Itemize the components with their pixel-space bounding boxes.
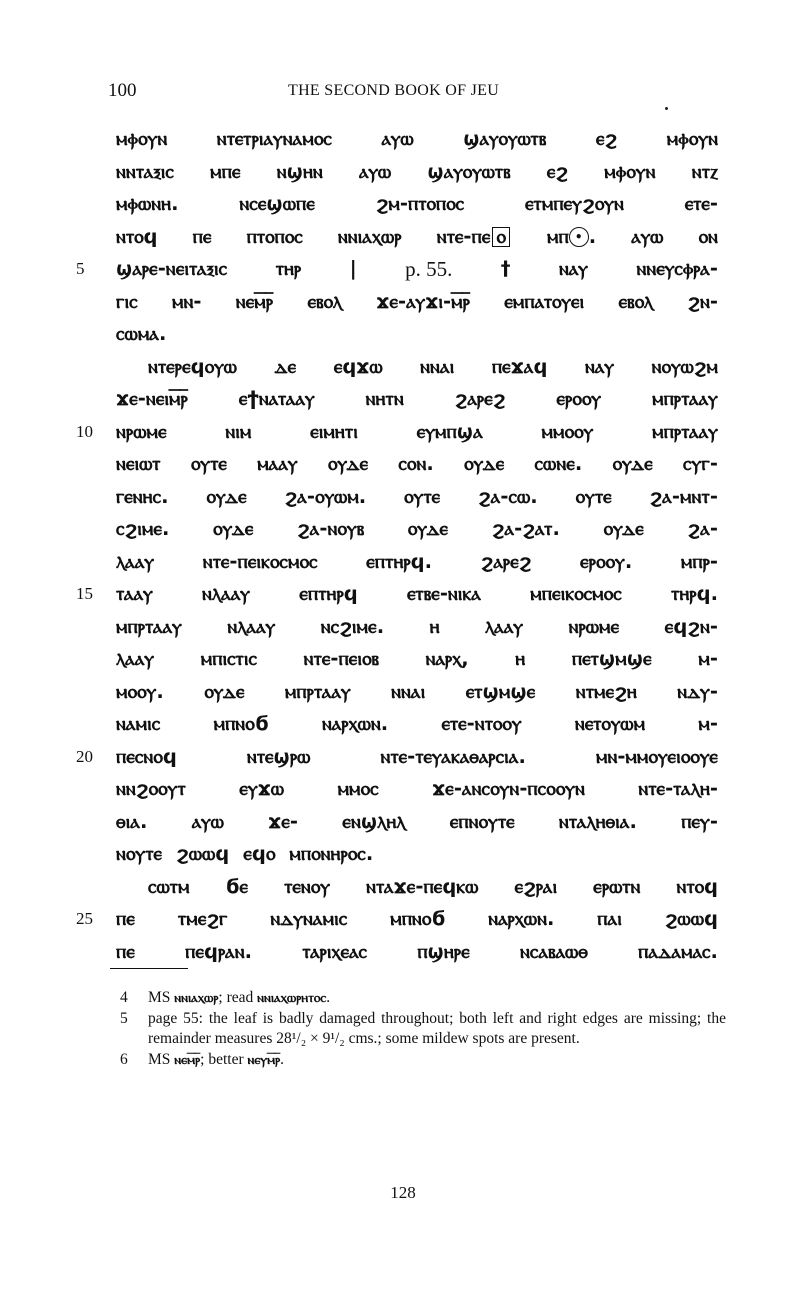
word: ⲙⲡⲣⲧⲁⲁⲩ [284,679,351,703]
footnote-text: . [280,1050,285,1068]
word: ⲛⲣⲱⲙⲉ [116,419,167,443]
word: ⲛⲉⲧⲟⲩⲱⲙ [574,712,646,735]
footnote-text: MS [148,1050,175,1068]
text-line [116,286,718,319]
word: ⲁⲩⲱ [191,809,224,833]
word: ⲟⲩⲇⲉ [327,452,369,475]
word: ⲡϣⲏⲣⲉ [417,939,470,963]
text-line [76,578,718,611]
text-line [116,546,718,579]
word: ⲡⲉϥⲣⲁⲛ. [185,939,252,963]
word: ⲛⲏⲧⲛ [365,387,404,410]
text-line [116,936,718,969]
word: ϫⲉ- [268,809,298,833]
text-line [116,513,718,546]
word: ϩⲁⲣⲉϩ [454,387,506,410]
word: ⲉⲓⲙⲏⲧⲓ [310,419,358,443]
word: ⲧⲁⲁⲩ [116,582,153,605]
word: ⲛⲧⲉⲣⲉϥⲟⲩⲱ [148,354,237,378]
word: ⲛⲁⲣⲭ, [425,647,469,670]
word: ⲟⲩⲧⲉ [404,484,441,508]
word: ⲡⲁⲇⲁⲙⲁⲥ. [638,939,718,963]
word: ⲉⲣⲟⲟⲩ. [580,549,633,573]
word: ⲉⲙⲡⲁⲧⲟⲩⲉⲓ [504,289,585,313]
word: ⲡⲉ [192,224,212,248]
word: ⲛⲧⲉ-ⲡⲉⲓⲕⲟⲥⲙⲟⲥ [202,549,318,573]
word: ⲛⲧⲉ-ⲡⲉ ⲟ [437,221,512,254]
text-line [116,156,718,189]
word: ⲧⲏⲣϥ. [670,582,718,605]
word: ⲛⲛⲧⲁⲝⲓⲥ [116,159,174,183]
word: ⲙⲡⲉⲓⲕⲟⲥⲙⲟⲥ [530,582,622,605]
word: ⲛⲧⲁⲗⲏⲑⲓⲁ. [558,809,637,833]
word: ⲡⲉⲥⲛⲟϥ [116,744,177,768]
word: ⲗⲁⲁⲩ [116,549,155,573]
word: ⲉⲛϣⲗⲏⲗ [342,809,406,833]
word: ⲉϯⲛⲁⲧⲁⲁⲩ [238,387,315,410]
word: ⲉⲩϫⲱ [239,777,285,800]
word: ⲉⲧⲃⲉ-ⲛⲓⲕⲁ [406,582,482,605]
word: ⲟⲩⲧⲉ [190,452,227,475]
word: ⲡⲉ [116,939,135,963]
coptic-word: ⲛⲉⲩⲙ̅ⲣ̅ [247,1051,281,1068]
word: ⲛⲧⲟϥ [116,224,158,248]
word: ϩⲁ-ϩⲁⲧ. [491,517,560,540]
word: ϩⲛ- [687,289,718,313]
footnote-text: page 55: the leaf is badly damaged throughout; both left and right edges are missing; the remainder measures 28¹/₂ × 9¹/₂ cms.; some mildew spots are present. [148,1009,726,1047]
word: ⲙⲡ • . [547,224,597,248]
word: ⲙⲟⲟⲩ. [116,679,164,703]
text-line [116,318,718,351]
word: ⲁⲩⲱ [359,159,392,183]
word: ⲙⲫⲟⲩⲛ [116,127,168,150]
text-line [116,773,718,806]
word: ⲥⲱⲛⲉ. [534,452,583,475]
footnote-rule [110,968,188,969]
word: ⲛⲛⲁⲓ [391,679,426,703]
text-line [76,416,718,449]
folio-number: 100 [108,80,137,101]
footnote-text: MS [148,989,175,1006]
word: ⲑⲓⲁ. [116,809,148,833]
word: ⲛⲛⲁⲓ [420,354,455,378]
text-line [116,838,718,871]
word: ⲛⲥⲉϣⲱⲡⲉ [239,192,315,215]
word: ⲛⲟⲩⲧⲉ [116,842,163,865]
word: ⲉⲃⲟⲗ [307,289,342,313]
coptic-text-body [76,123,718,968]
word: ⲉⲧⲙⲡⲉⲩϩⲟⲩⲛ [525,192,624,215]
word: ⲛⲁⲣⲭⲱⲛ. [321,712,389,735]
text-line [116,676,718,709]
word: ⲉⲧⲉ- [684,192,718,215]
word: ⲙⲁⲁⲩ [257,452,298,475]
word: ⲛⲉⲙ̅ⲣ̅ [235,289,274,313]
word: ϭⲉ [225,874,249,898]
word: ⲛⲧⲉ-ⲧⲉⲩⲁⲕⲁⲑⲁⲣⲥⲓⲁ. [380,744,526,768]
circled-letter: • [569,227,589,247]
word: ⲙⲫⲱⲛⲏ. [116,192,179,215]
coptic-word: ⲛⲛⲓⲁⲭⲱⲣ [174,990,219,1006]
word: ⲉϥϩⲛ- [664,614,718,638]
line-number: 10 [76,421,93,441]
word: ⲙ- [698,712,718,735]
word: ⲛⲗⲁⲁⲩ [202,582,251,605]
word: ⲉϥⲟ [243,842,276,865]
line-number: 15 [76,584,93,603]
word: ⲛⲉⲓⲱⲧ [116,452,161,475]
word: ⲉϩ [595,127,618,150]
word: ⲡⲉϫⲁϥ [491,354,548,378]
word: ⲟⲩⲇⲉ [206,484,247,508]
word: ⲛⲛⲓⲁⲭⲱⲣ [337,224,402,248]
word: ⲅⲉⲛⲏⲥ. [116,484,169,508]
footnote [120,1050,726,1071]
word: ⲙⲡⲛⲟϭ [390,907,446,930]
word: ⲉⲡⲛⲟⲩⲧⲉ [449,809,515,833]
word: ⲛⲁⲩ [584,354,615,378]
word: ⲟⲩⲇⲉ [213,517,254,540]
word: ϩⲁ- [687,517,718,540]
coptic-word: ⲛⲛⲓⲁⲭⲱⲣⲏⲧⲟⲥ [257,990,327,1006]
word: ⲙⲛ-ⲙⲙⲟⲩⲉⲓⲟⲟⲩⲉ [595,744,718,768]
word: ⲇⲉ [274,354,297,378]
word: ⲥⲱⲧⲙ [148,874,190,898]
word: ⲥⲩⲅ- [683,452,718,475]
word: ⲥⲟⲛ. [398,452,434,475]
word: ⲙⲡⲛⲟϭ [213,712,269,735]
word: ⲙ- [698,647,718,670]
word: ⲙⲫⲟⲩⲛ [604,159,656,183]
line-number: 20 [76,746,93,766]
word: ⲛⲥϩⲓⲙⲉ. [320,614,385,638]
word: ⲉⲧⲉ-ⲛⲧⲟⲟⲩ [441,712,522,735]
word: ⲛⲣⲱⲙⲉ [568,614,620,638]
word: ⲉⲡⲧⲏⲣϥ [299,582,358,605]
line-number: 5 [76,259,85,278]
word: ⲛⲁⲙⲓⲥ [116,712,161,735]
word: ⲙⲙⲟⲟⲩ [541,419,594,443]
word: ⲛⲁⲩ [558,257,589,280]
word: ⲉⲣⲟⲟⲩ [556,387,602,410]
word: ⲙⲡⲟⲛⲏⲣⲟⲥ. [289,842,374,865]
word: ⲛⲛⲉⲩⲥⲫⲣⲁ- [636,257,718,280]
word: ϩⲁ-ⲟⲩⲱⲙ. [284,484,367,508]
text-line [116,123,718,156]
word: ⲉⲃⲟⲗ [618,289,653,313]
word: ⲛϣⲏⲛ [276,159,323,183]
word: ⲡⲧⲟⲡⲟⲥ [246,224,303,248]
word: ⲟⲩⲇⲉ [612,452,653,475]
word: ⲏ [429,614,440,638]
word: ϣⲁⲩⲟⲩⲱⲧⲃ [463,127,547,150]
text-line [76,903,718,936]
word: ⲁⲩⲱ [631,224,664,248]
footnote [120,988,726,1009]
page-number: 128 [390,1183,416,1202]
word: ⲗⲁⲁⲩ [484,614,524,638]
word: ϩⲁ-ⲙⲛⲧ- [649,484,718,508]
word: ⲛⲧⲉⲧⲣⲓⲁⲩⲛⲁⲙⲟⲥ [216,127,332,150]
word: ⲛⲇⲩ- [677,679,718,703]
word: ⲛⲥⲁⲃⲁⲱⲑ [520,939,588,963]
word: ⲧⲏⲣ [275,257,302,280]
word: ⲛⲟⲩⲱϩⲙ [651,354,718,378]
text-line [116,221,718,254]
line-number: 25 [76,909,93,928]
footnote-text: . [326,989,331,1006]
word: ϣⲁⲣⲉ-ⲛⲉⲓⲧⲁⲝⲓⲥ [116,257,228,280]
word: ⲛⲧⲉϣⲣⲱ [246,744,311,768]
word: ⲙⲛ- [171,289,202,313]
word: ⲡⲉⲩ- [681,809,718,833]
word: ⲟⲩⲇⲉ [204,679,245,703]
word: ⲟⲩⲇⲉ [407,517,449,540]
text-line [116,351,718,384]
word: ⲛⲧⲟϥ [676,874,718,898]
coptic-word: ⲛⲉⲙ̅ⲣ̅ [174,1051,201,1068]
word: ⲏ [515,647,526,670]
text-line [116,643,718,676]
word: ⲙⲡⲣⲧⲁⲁⲩ [652,387,718,410]
word: ⲡⲉⲧϣⲙϣⲉ [571,647,652,670]
word: ⲥϩⲓⲙⲉ. [116,517,170,540]
word: ϩⲱⲱϥ [176,842,230,865]
word: ⲛⲧⲉ-ⲡⲉⲓⲟⲃ [303,647,379,670]
word: ⲛⲗⲁⲁⲩ [227,614,276,638]
word: ⲛⲓⲙ [225,419,252,443]
word: ⲉϩⲣⲁⲓ [514,874,558,898]
word: | [349,257,357,280]
word: ⲟⲛ [698,224,718,248]
print-speck [665,107,668,110]
word: ⲅⲓⲥ [116,289,138,313]
word: ⲛⲧⲁϫⲉ-ⲡⲉϥⲕⲱ [366,874,479,898]
word: ⲉⲩⲙⲡϣⲁ [416,419,483,443]
footnote-number: 5 [120,1009,128,1027]
text-line [116,448,718,481]
word: ⲟⲩⲇⲉ [603,517,644,540]
running-title: THE SECOND BOOK OF JEU [288,82,500,99]
boxed-letter: ⲟ [492,227,510,247]
footnote-text: ; read [218,989,258,1006]
word: ⲟⲩⲧⲉ [575,484,612,508]
word: ⲙⲙⲟⲥ [337,777,379,800]
word: ⲧⲉⲛⲟⲩ [284,874,331,898]
footnote [120,1009,726,1050]
text-line [116,871,718,904]
word: ϩⲁ-ⲥⲱ. [477,484,538,508]
word: ⲉϩ [546,159,569,183]
running-head [108,80,668,104]
word: ⲙⲡⲣⲧⲁⲁⲩ [652,419,718,443]
footnote-number: 6 [120,1050,128,1068]
word: ⲙⲡⲣⲧⲁⲁⲩ [116,614,182,638]
text-line [116,188,718,221]
word: ⲛⲛϩⲟⲟⲩⲧ [116,777,186,800]
word: ⲛⲧⲙⲉϩⲏ [575,679,637,703]
word: ⲟⲩⲇⲉ [463,452,505,475]
word: ⲧⲁⲣⲓⲭⲉⲁⲥ [302,939,368,963]
page-reference: p. 55. [405,257,453,281]
word: ⲁⲩⲱ [381,127,414,150]
word: ⲉⲣⲱⲧⲛ [593,874,641,898]
word: ϫⲉ-ⲁⲩϫⲓ-ⲙ̅ⲣ̅ [376,289,470,313]
word: ϩⲙ-ⲡⲧⲟⲡⲟⲥ [375,192,465,215]
word: ⲧⲙⲉϩⲅ [177,907,228,930]
word: ⲗⲁⲁⲩ [116,647,155,670]
word: ⲛⲧⲉ-ⲧⲁⲗⲏ- [638,777,718,800]
text-line [116,806,718,839]
word: ⲉⲡⲧⲏⲣϥ. [366,549,433,573]
text-line [116,611,718,644]
word: ⲙⲫⲟⲩⲛ [666,127,718,150]
footnotes [120,988,726,1070]
text-line [116,481,718,514]
word: ⲙⲡⲣ- [680,549,718,573]
footnote-text: ; better [200,1050,248,1068]
text-line [116,383,718,416]
word: ϩⲱⲱϥ [664,907,718,930]
word: ⲡⲁⲓ [597,907,622,930]
footnote-number: 4 [120,989,128,1006]
word: ⲉⲧϣⲙϣⲉ [465,679,536,703]
word: ⲛⲧⲍ [691,159,718,183]
word: † [500,257,511,280]
word: ⲥⲱⲙⲁ. [116,322,167,345]
word: ⲙⲡⲓⲥⲧⲓⲥ [200,647,257,670]
word: ϫⲉ-ⲛⲉⲓⲙ̅ⲣ̅ [116,387,188,410]
word: ϣⲁⲩⲟⲩⲱⲧⲃ [427,159,511,183]
text-line [116,708,718,741]
text-line [76,253,718,286]
text-line [76,741,718,774]
word: ⲡⲉ [116,907,135,930]
word: ϫⲉ-ⲁⲛⲥⲟⲩⲛ-ⲡⲥⲟⲟⲩⲛ [432,777,585,800]
word: ϩⲁ-ⲛⲟⲩⲃ [296,517,365,540]
word: ⲛⲁⲣⲭⲱⲛ. [488,907,555,930]
word: ⲉϥϫⲱ [333,354,383,378]
word: ⲛⲇⲩⲛⲁⲙⲓⲥ [270,907,348,930]
word: ⲙⲡⲉ [210,159,241,183]
word: ϩⲁⲣⲉϩ [480,549,532,573]
